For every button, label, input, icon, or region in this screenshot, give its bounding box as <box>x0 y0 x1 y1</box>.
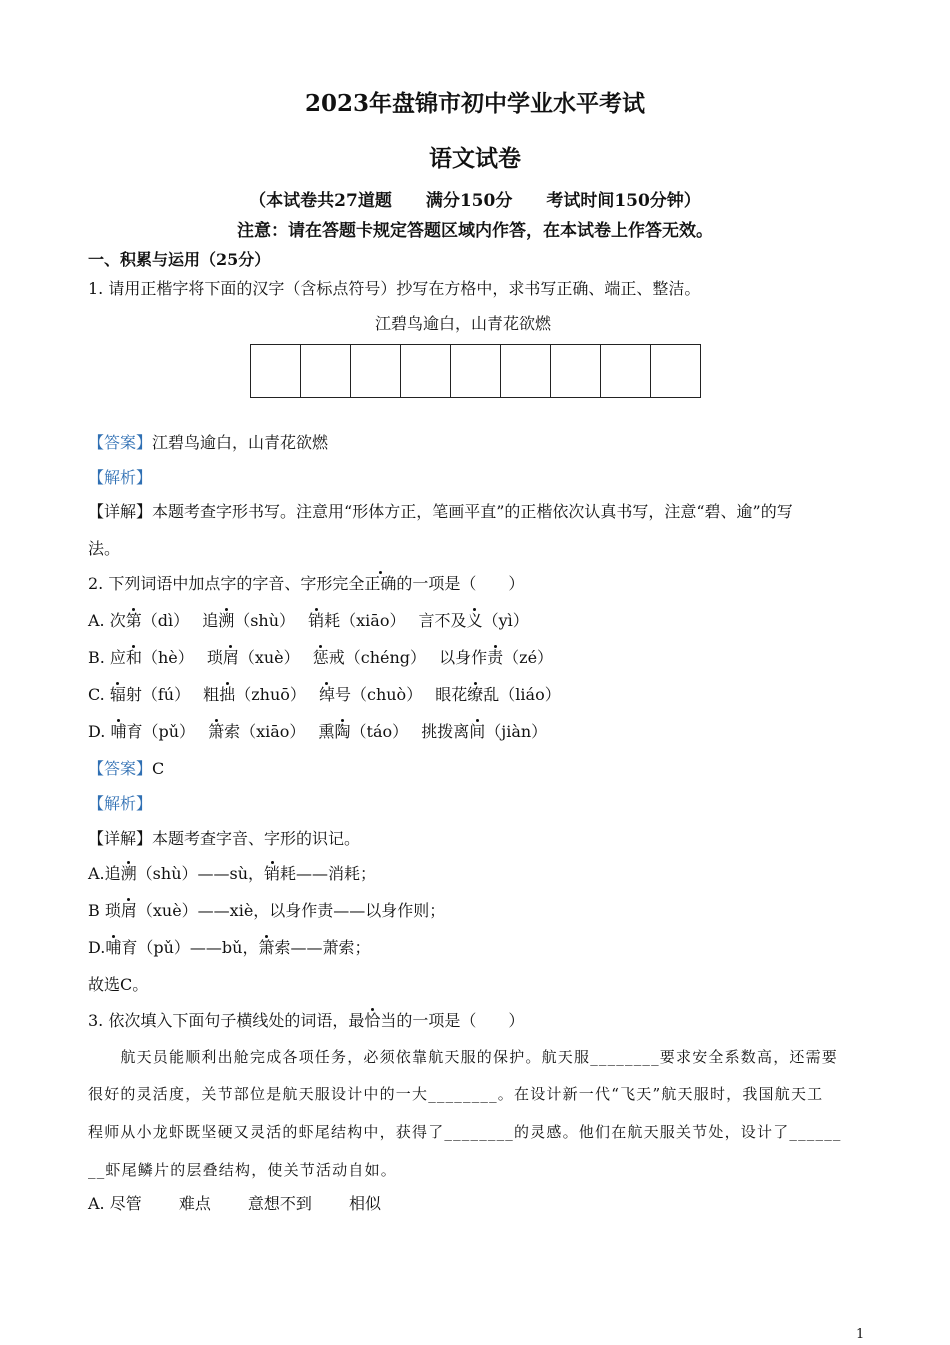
detail-text: 本题考查字形书写。注意用“形体方正，笔画平直”的正楷依次认真书写，注意“碧、逾”的写 <box>152 502 793 521</box>
q3-passage-line: __虾尾鳞片的层叠结构，使关节活动自如。 <box>88 1161 398 1179</box>
exam-notice: 注意：请在答题卡规定答题区域内作答，在本试卷上作答无效。 <box>237 221 713 241</box>
grid-cell <box>501 345 551 397</box>
option-text: 耗（xiāo） 言不及 <box>324 611 467 630</box>
detail-tag: 【详解】 <box>88 829 153 848</box>
q2-option-c <box>88 685 561 705</box>
option-text: 育（pǔ） <box>126 722 209 741</box>
detail-text: B 琐 <box>88 901 121 920</box>
q1-stem: 1. 请用正楷字将下面的汉字（含标点符号）抄写在方格中，求书写正确、端正、整洁。 <box>88 279 701 298</box>
q2-detail-d <box>88 938 371 958</box>
dotted-char: 责 <box>487 648 504 667</box>
option-text: B. 应 <box>88 648 126 667</box>
q3-option-a: A. 尽管 难点 意想不到 相似 <box>88 1194 381 1213</box>
page-number: 1 <box>856 1327 865 1342</box>
option-text: （jiàn） <box>485 722 548 741</box>
dotted-char: 间 <box>469 722 486 741</box>
option-text: （zhuō） <box>235 685 319 704</box>
exam-subtitle: 语文试卷 <box>429 145 521 172</box>
option-text: 索（xiāo） 熏 <box>224 722 335 741</box>
stem-text: 的一项是（ ） <box>396 1011 525 1030</box>
q3-stem <box>88 1011 524 1031</box>
q2-option-d <box>88 722 547 742</box>
option-text: 射（fú） 粗 <box>125 685 220 704</box>
detail-text: （shù）——sù， <box>136 864 265 883</box>
dotted-char: 箫 <box>208 722 225 741</box>
answer-text: C <box>152 759 165 778</box>
grid-cell <box>651 345 700 397</box>
option-text: 乱（liáo） <box>483 685 561 704</box>
dotted-char: 销 <box>308 611 325 630</box>
dotted-char: 义 <box>466 611 483 630</box>
option-text: 戒（chéng） 以身作 <box>328 648 488 667</box>
stem-text: 3. 依次填入下面句子横线处的词语， <box>88 1011 349 1030</box>
option-text: （hè） 琐 <box>141 648 223 667</box>
grid-cell <box>251 345 301 397</box>
option-text: （zé） <box>503 648 554 667</box>
q2-detail-a <box>88 864 376 884</box>
option-text: （yì） <box>482 611 529 630</box>
q2-detail-b <box>88 901 445 921</box>
option-text: （shù） <box>234 611 309 630</box>
q2-detail <box>88 829 360 849</box>
dotted-char: 惩 <box>312 648 329 667</box>
dotted-char: 哺 <box>110 722 127 741</box>
q2-conclusion: 故选C。 <box>88 975 149 994</box>
detail-text: （xuè）——xiè，以身作责——以身作则； <box>136 901 446 920</box>
option-text: D. <box>88 722 111 741</box>
q3-passage-line: 很好的灵活度，关节部位是航天服设计中的一大________。在设计新一代“飞天”航天服时，我国航天工 <box>88 1085 824 1103</box>
detail-text: 育（pǔ）——bǔ， <box>121 938 259 957</box>
exam-info: （本试卷共27道题 满分150分 考试时间150分钟） <box>249 191 701 211</box>
detail-text: 耗——消耗； <box>280 864 377 883</box>
dotted-char: 第 <box>125 611 142 630</box>
stem-text: 的一项是（ ） <box>396 574 525 593</box>
option-text: （xuè） <box>238 648 313 667</box>
exam-title: 2023年盘锦市初中学业水平考试 <box>304 90 645 117</box>
detail-text: D. <box>88 938 106 957</box>
dotted-word: 正确 <box>364 574 397 593</box>
q1-answer <box>88 433 328 453</box>
dotted-char: 陶 <box>334 722 351 741</box>
grid-cell <box>351 345 401 397</box>
answer-text: 江碧鸟逾白，山青花欲燃 <box>152 433 329 452</box>
q2-stem <box>88 574 524 594</box>
dotted-char: 和 <box>125 648 142 667</box>
dotted-char: 屑 <box>222 648 239 667</box>
detail-tag: 【详解】 <box>88 502 153 521</box>
dotted-char: 箫 <box>258 938 275 957</box>
option-text: 号（chuò） 眼花 <box>334 685 468 704</box>
stem-text: 2. 下列词语中加点字的字音、字形完全 <box>88 574 365 593</box>
dotted-char: 哺 <box>105 938 122 957</box>
q3-passage-line: 航天员能顺利出舱完成各项任务，必须依靠航天服的保护。航天服________要求安全系数高，还需要 <box>88 1048 839 1066</box>
detail-text: A.追 <box>88 864 121 883</box>
option-text: A. 次 <box>88 611 126 630</box>
grid-cell <box>401 345 451 397</box>
dotted-word: 最恰当 <box>348 1011 397 1030</box>
grid-cell <box>551 345 601 397</box>
q2-analysis-tag: 【解析】 <box>88 794 153 813</box>
section-heading: 一、积累与运用（25分） <box>88 250 271 269</box>
q1-copy-text: 江碧鸟逾白，山青花欲燃 <box>375 314 552 333</box>
option-text: （táo） 挑拨离 <box>350 722 470 741</box>
q2-option-b <box>88 648 553 668</box>
dotted-char: 拙 <box>219 685 236 704</box>
q1-writing-grid <box>250 344 701 398</box>
dotted-char: 缭 <box>467 685 484 704</box>
q3-passage-line: 程师从小龙虾既坚硬又灵活的虾尾结构中，获得了________的灵感。他们在航天服关节处，设计了______ <box>88 1123 842 1141</box>
q1-analysis-tag: 【解析】 <box>88 468 153 487</box>
detail-text: 索——萧索； <box>274 938 371 957</box>
grid-cell <box>301 345 351 397</box>
detail-text: 本题考查字音、字形的识记。 <box>152 829 361 848</box>
answer-tag: 【答案】 <box>88 433 153 452</box>
q1-detail-cont: 法。 <box>88 539 121 558</box>
grid-cell <box>601 345 651 397</box>
dotted-char: 销 <box>264 864 281 883</box>
dotted-char: 溯 <box>120 864 137 883</box>
dotted-char: 绰 <box>318 685 335 704</box>
answer-tag: 【答案】 <box>88 759 153 778</box>
q2-option-a <box>88 611 529 631</box>
q1-detail <box>88 502 793 522</box>
dotted-char: 溯 <box>218 611 235 630</box>
dotted-char: 屑 <box>120 901 137 920</box>
q2-answer <box>88 759 164 779</box>
option-text: C. <box>88 685 110 704</box>
dotted-char: 辐 <box>109 685 126 704</box>
option-text: （dì） 追 <box>141 611 219 630</box>
grid-cell <box>451 345 501 397</box>
